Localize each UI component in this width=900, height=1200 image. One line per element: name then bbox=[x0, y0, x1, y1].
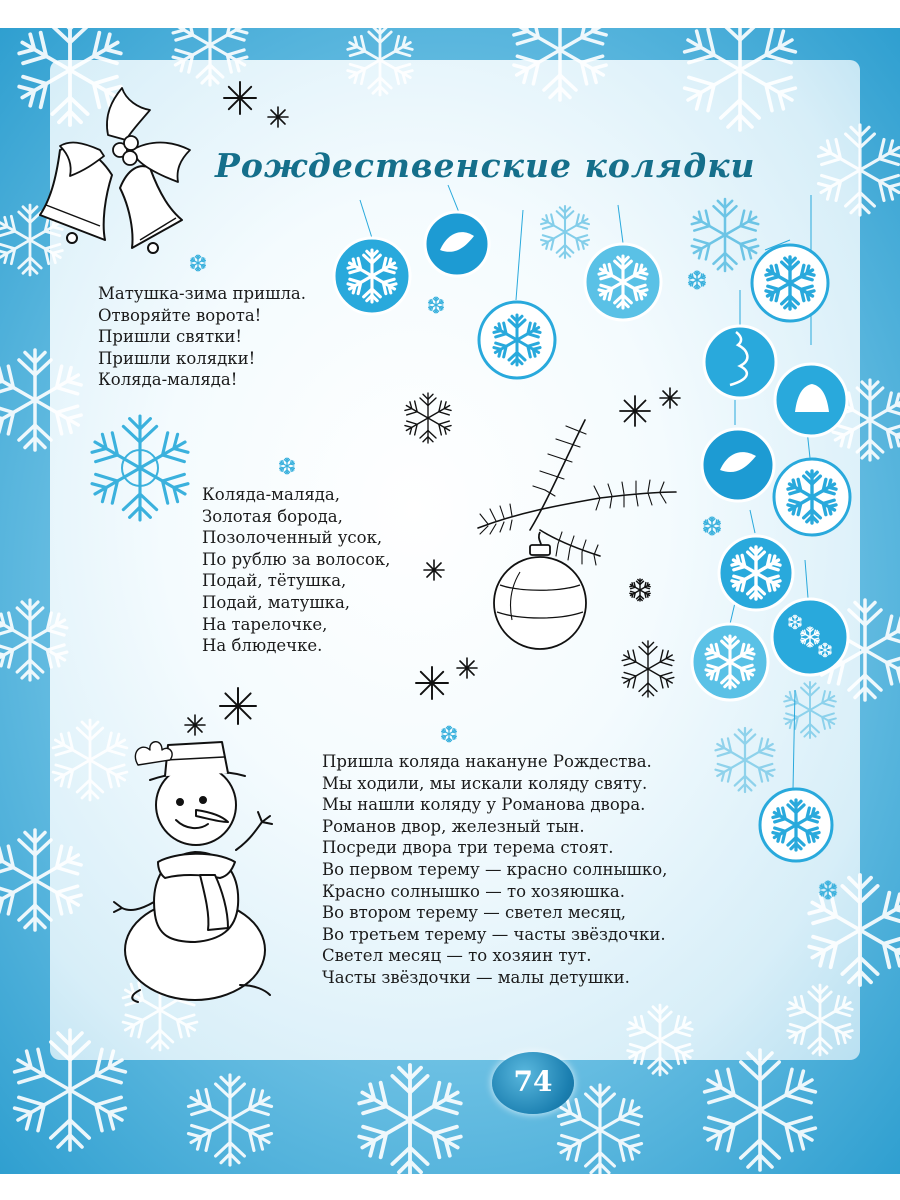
poem-line: Мы нашли коляду у Романова двора. bbox=[322, 795, 646, 815]
snowflake-icon bbox=[279, 458, 295, 474]
poem-line: Матушка-зима пришла. bbox=[98, 284, 307, 303]
poem-line: Светел месяц — то хозяин тут. bbox=[322, 946, 592, 966]
christmas-ornament-icon bbox=[775, 364, 847, 436]
star-icon bbox=[457, 658, 477, 678]
page-number: 74 bbox=[513, 1065, 553, 1098]
poem-2 bbox=[202, 484, 390, 657]
poem-line: Отворяйте ворота! bbox=[98, 305, 262, 325]
poem-line: Пришли колядки! bbox=[98, 348, 256, 368]
holly-icon bbox=[60, 88, 190, 182]
snowflake-icon bbox=[0, 350, 86, 450]
poem-line: Посреди двора три терема стоят. bbox=[322, 838, 614, 858]
poem-line: Пришла коляда накануне Рождества. bbox=[322, 752, 652, 771]
christmas-ornament-icon bbox=[702, 429, 774, 501]
poem-line: Позолоченный усок, bbox=[202, 528, 383, 548]
poem-line: На тарелочке, bbox=[202, 614, 328, 634]
snowflake-icon bbox=[624, 1005, 696, 1075]
star-icon bbox=[224, 82, 256, 114]
christmas-ornament-icon bbox=[585, 244, 661, 320]
poem-line: Коляда-маляда! bbox=[98, 370, 238, 390]
snowflake-icon bbox=[619, 641, 676, 697]
poem-line: Во первом терему — красно солнышко, bbox=[322, 859, 668, 879]
snowflake-icon bbox=[169, 5, 251, 85]
poem-line: Во третьем терему — часты звёздочки. bbox=[322, 924, 666, 944]
snowflake-icon bbox=[509, 0, 612, 100]
page-number-badge bbox=[492, 1052, 574, 1114]
snowflake-icon bbox=[804, 875, 900, 985]
snowflake-icon bbox=[678, 10, 801, 130]
christmas-ornament-icon bbox=[692, 624, 768, 700]
snowflake-icon bbox=[402, 393, 453, 443]
poem-line: Подай, матушка, bbox=[202, 592, 351, 612]
poem-line: Пришли святки! bbox=[98, 327, 243, 347]
snowflake-icon bbox=[441, 726, 457, 742]
snowflake-icon bbox=[0, 600, 71, 680]
snowflake-icon bbox=[784, 985, 856, 1055]
snowflake-icon bbox=[781, 682, 838, 738]
christmas-ornament-icon bbox=[494, 532, 586, 649]
snowflake-icon bbox=[629, 579, 652, 601]
star-icon bbox=[185, 715, 205, 735]
snowflake-icon bbox=[354, 1065, 467, 1175]
poem-line: Романов двор, железный тын. bbox=[322, 816, 585, 836]
snowflake-icon bbox=[688, 271, 706, 289]
christmas-ornament-icon bbox=[752, 245, 828, 321]
poem-line: Золотая борода, bbox=[202, 506, 343, 526]
star-icon bbox=[220, 688, 256, 724]
snowflake-icon bbox=[49, 720, 131, 800]
poem-line: Коляда-маляда, bbox=[202, 485, 340, 504]
star-icon bbox=[268, 107, 288, 127]
snowflake-icon bbox=[712, 728, 778, 792]
snowflake-icon bbox=[184, 1075, 276, 1165]
snowflake-icon bbox=[190, 255, 206, 271]
poem-line: По рублю за волосок, bbox=[202, 549, 391, 569]
christmas-ornament-icon bbox=[334, 238, 410, 314]
star-icon bbox=[424, 560, 444, 580]
snowflake-icon bbox=[0, 830, 86, 930]
page-title: Рождественские колядки bbox=[215, 146, 756, 185]
poem-line: Во втором терему — светел месяц, bbox=[322, 903, 627, 923]
snowflake-icon bbox=[688, 199, 762, 271]
star-icon bbox=[660, 388, 680, 408]
snowflake-icon bbox=[8, 1030, 131, 1150]
snowflake-icon bbox=[428, 297, 444, 313]
snowman-icon bbox=[114, 742, 272, 1002]
christmas-ornament-icon bbox=[704, 326, 776, 398]
poem-line: На блюдечке. bbox=[202, 636, 323, 656]
christmas-ornament-icon bbox=[760, 789, 832, 861]
poem-line: Подай, тётушка, bbox=[202, 571, 347, 591]
christmas-ornament-icon bbox=[772, 599, 848, 675]
fir-branch-icon bbox=[478, 420, 676, 565]
poem-line: Мы ходили, мы искали коляду святу. bbox=[322, 773, 648, 793]
poem-line: Часты звёздочки — малы детушки. bbox=[322, 967, 630, 987]
christmas-ornament-icon bbox=[425, 212, 489, 276]
snowflake-icon bbox=[87, 416, 194, 520]
christmas-ornament-icon bbox=[479, 302, 555, 378]
poem-1 bbox=[98, 283, 306, 391]
snowflake-icon bbox=[819, 881, 837, 899]
snowflake-icon bbox=[703, 517, 721, 535]
snowflake-icon bbox=[344, 25, 416, 95]
star-icon bbox=[620, 396, 650, 426]
star-icon bbox=[416, 667, 448, 699]
snowflake-icon bbox=[698, 1050, 821, 1170]
christmas-ornament-icon bbox=[774, 459, 850, 535]
snowflake-icon bbox=[814, 125, 900, 215]
poem-3 bbox=[322, 751, 667, 989]
poem-line: Красно солнышко — то хозяюшка. bbox=[322, 881, 626, 901]
christmas-ornament-icon bbox=[719, 536, 793, 610]
snowflake-icon bbox=[538, 206, 591, 258]
